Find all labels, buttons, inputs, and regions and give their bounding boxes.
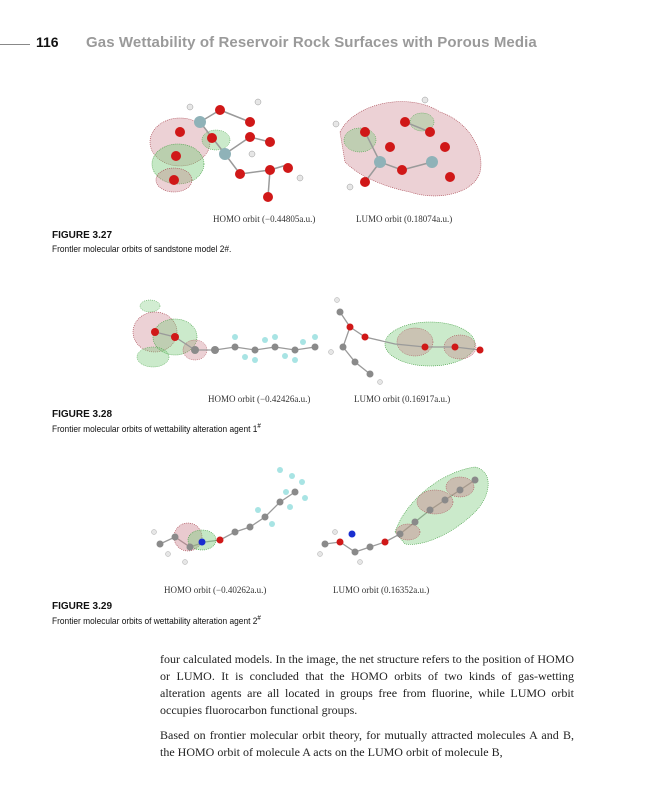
figure-caption-text: Frontier molecular orbits of wettability alteration agent 1 [52, 424, 258, 436]
figure-3-29-image [140, 462, 500, 582]
figure-label: FIGURE 3.27 [52, 230, 113, 241]
homo-bonds [200, 110, 290, 197]
figure-caption: Frontler molecular orbits of sandstone model 2#. [52, 244, 232, 255]
homo-label: HOMO orbit (−0.44805a.u.) [213, 214, 316, 224]
lumo-label: LUMO orbit (0.16352a.u.) [333, 585, 430, 595]
header-rule [0, 44, 30, 45]
figure-3-28-image [125, 292, 500, 392]
figure-caption [52, 423, 261, 435]
homo-orbital-mesh [174, 523, 216, 551]
homo-label: HOMO orbit (−0.40262a.u.) [164, 585, 267, 595]
figure-caption [52, 615, 261, 627]
homo-label: HOMO orbit (−0.42426a.u.) [208, 394, 311, 404]
page-number: 116 [36, 34, 59, 50]
body-text [160, 651, 574, 769]
homo-atoms [152, 467, 309, 565]
figure-label: FIGURE 3.29 [52, 601, 113, 612]
homo-orbital-mesh [133, 300, 207, 367]
paragraph: Based on frontier molecular orbit theory, for mutually attracted molecules A and B, the HOMO orbit of molecule A acts on the LUMO orbit of molecule B, [160, 728, 574, 759]
figure-3-27-image [140, 92, 500, 217]
figure-caption-superscript: # [257, 615, 261, 622]
running-head: Gas Wettability of Reservoir Rock Surfaces with Porous Media [86, 34, 537, 51]
paragraph: four calculated models. In the image, the net structure refers to the position of HOMO or LUMO. It is concluded that the HOMO orbits of two kinds of gas-wetting alteration agents are all located in groups free from fluorine, while LUMO orbit occupies fluorocarbon functional groups. [160, 652, 574, 717]
figure-label: FIGURE 3.28 [52, 409, 113, 420]
lumo-label: LUMO orbit (0.16917a.u.) [354, 394, 451, 404]
figure-caption-superscript: # [257, 423, 261, 430]
homo-orbital-mesh [150, 118, 230, 192]
figure-caption-text: Frontier molecular orbits of wettability alteration agent 2 [52, 616, 258, 628]
lumo-label: LUMO orbit (0.18074a.u.) [356, 214, 453, 224]
